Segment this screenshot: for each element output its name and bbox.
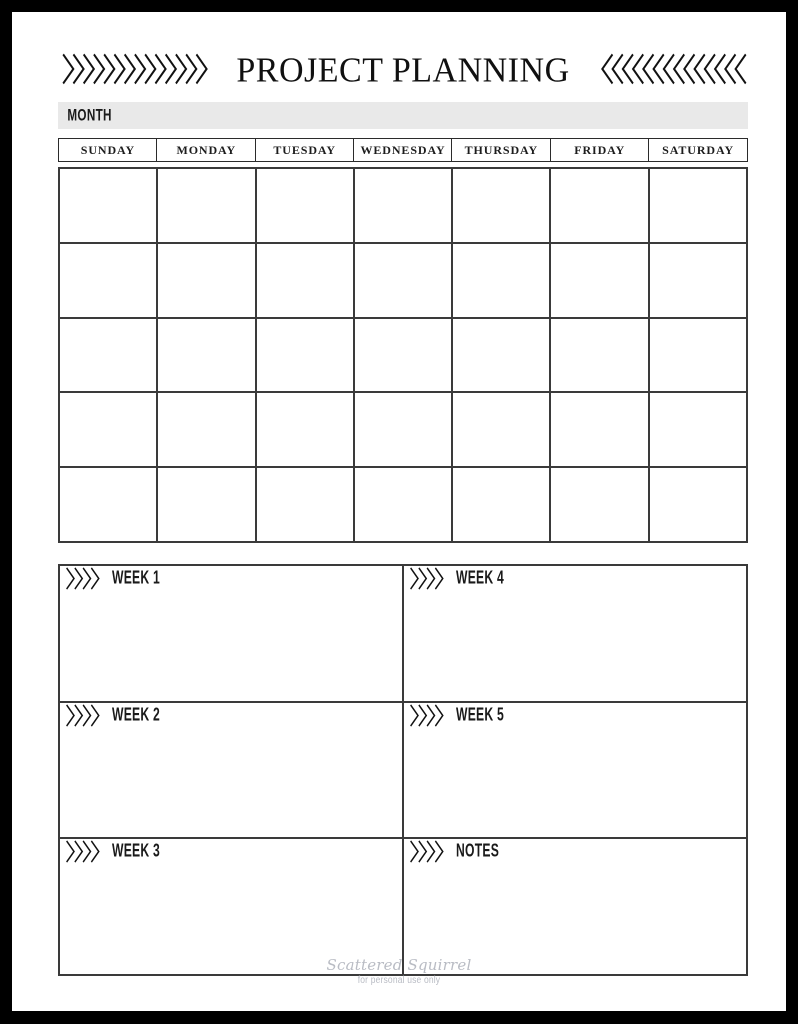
calendar-day-cell[interactable] [257, 244, 355, 319]
panel-header [64, 702, 175, 730]
calendar-day-cell[interactable] [551, 244, 649, 319]
calendar-day-cell[interactable] [551, 393, 649, 468]
calendar-day-cell[interactable] [60, 169, 158, 244]
page-title-text: PROJECT PLANNING [236, 51, 570, 90]
calendar-day-cell[interactable] [551, 169, 649, 244]
weekday-label: FRIDAY [574, 142, 626, 157]
month-label: MONTH [67, 105, 112, 126]
panel-header [408, 839, 513, 866]
weekday-header-friday [550, 138, 650, 162]
chevron-right-run-icon: 〉〉〉〉 [65, 839, 109, 866]
weekday-label: SUNDAY [80, 142, 136, 157]
chevron-right-run-icon: 〉〉〉〉〉〉〉〉〉〉〉〉〉〉 [62, 52, 219, 89]
calendar-day-cell[interactable] [355, 468, 453, 543]
weekday-label: SATURDAY [662, 142, 735, 157]
watermark-subtitle: for personal use only [357, 975, 441, 986]
calendar-day-cell[interactable] [453, 393, 551, 468]
chevron-right-run-icon: 〉〉〉〉 [409, 702, 453, 730]
calendar-day-cell[interactable] [158, 169, 256, 244]
printable-page [12, 12, 786, 1011]
panel-notes[interactable] [404, 839, 748, 976]
weekday-header-sunday [58, 138, 158, 162]
calendar-day-cell[interactable] [355, 169, 453, 244]
calendar-day-cell[interactable] [355, 393, 453, 468]
weekday-header-saturday [648, 138, 748, 162]
calendar-day-cell[interactable] [257, 468, 355, 543]
panel-label: WEEK 2 [112, 705, 160, 725]
panel-label: WEEK 3 [112, 842, 160, 862]
week-panels-grid [58, 564, 748, 976]
panel-label: WEEK 5 [456, 705, 504, 725]
weekday-header-tuesday [255, 138, 355, 162]
panel-week-5[interactable] [404, 703, 748, 840]
calendar-day-cell[interactable] [453, 319, 551, 394]
panel-week-2[interactable] [60, 703, 404, 840]
calendar-grid [58, 167, 748, 543]
calendar-day-cell[interactable] [60, 393, 158, 468]
page-title [58, 50, 748, 92]
weekday-header-wednesday [353, 138, 453, 162]
chevron-left-run-icon: 〈〈〈〈〈〈〈〈〈〈〈〈〈〈 [587, 52, 744, 89]
panel-week-1[interactable] [60, 566, 404, 703]
calendar-day-cell[interactable] [60, 244, 158, 319]
panel-week-3[interactable] [60, 839, 404, 976]
weekday-header-thursday [451, 138, 551, 162]
panel-header [408, 702, 519, 730]
calendar-day-cell[interactable] [60, 468, 158, 543]
calendar-day-cell[interactable] [453, 244, 551, 319]
calendar-day-cell[interactable] [355, 319, 453, 394]
calendar-day-cell[interactable] [257, 393, 355, 468]
calendar-day-cell[interactable] [650, 169, 748, 244]
calendar-day-cell[interactable] [453, 169, 551, 244]
calendar-day-cell[interactable] [158, 393, 256, 468]
calendar-day-cell[interactable] [158, 468, 256, 543]
weekday-label: WEDNESDAY [360, 142, 446, 157]
weekday-label: THURSDAY [464, 142, 539, 157]
weekday-label: MONDAY [176, 142, 237, 157]
chevron-right-run-icon: 〉〉〉〉 [65, 702, 109, 730]
panel-label: NOTES [456, 842, 500, 862]
calendar-day-cell[interactable] [158, 319, 256, 394]
panel-header [64, 839, 175, 866]
calendar-day-cell[interactable] [355, 244, 453, 319]
panel-label: WEEK 1 [112, 568, 160, 589]
calendar-day-cell[interactable] [257, 169, 355, 244]
weekday-header-monday [156, 138, 256, 162]
calendar-day-cell[interactable] [551, 468, 649, 543]
panel-header [408, 566, 519, 593]
panel-week-4[interactable] [404, 566, 748, 703]
watermark-brand: Scattered Squirrel [326, 956, 472, 974]
calendar-day-cell[interactable] [650, 393, 748, 468]
calendar-day-cell[interactable] [650, 468, 748, 543]
calendar-day-cell[interactable] [257, 319, 355, 394]
calendar-day-cell[interactable] [551, 319, 649, 394]
calendar-day-cell[interactable] [650, 244, 748, 319]
chevron-right-run-icon: 〉〉〉〉 [409, 566, 453, 593]
weekday-label: TUESDAY [273, 142, 336, 157]
calendar-day-cell[interactable] [60, 319, 158, 394]
calendar-day-cell[interactable] [158, 244, 256, 319]
month-field[interactable] [58, 102, 748, 129]
weekday-header-row [58, 138, 748, 162]
panel-label: WEEK 4 [456, 568, 504, 589]
chevron-right-run-icon: 〉〉〉〉 [65, 566, 109, 593]
chevron-right-run-icon: 〉〉〉〉 [409, 839, 453, 866]
panel-header [64, 566, 175, 593]
calendar-day-cell[interactable] [650, 319, 748, 394]
calendar-day-cell[interactable] [453, 468, 551, 543]
